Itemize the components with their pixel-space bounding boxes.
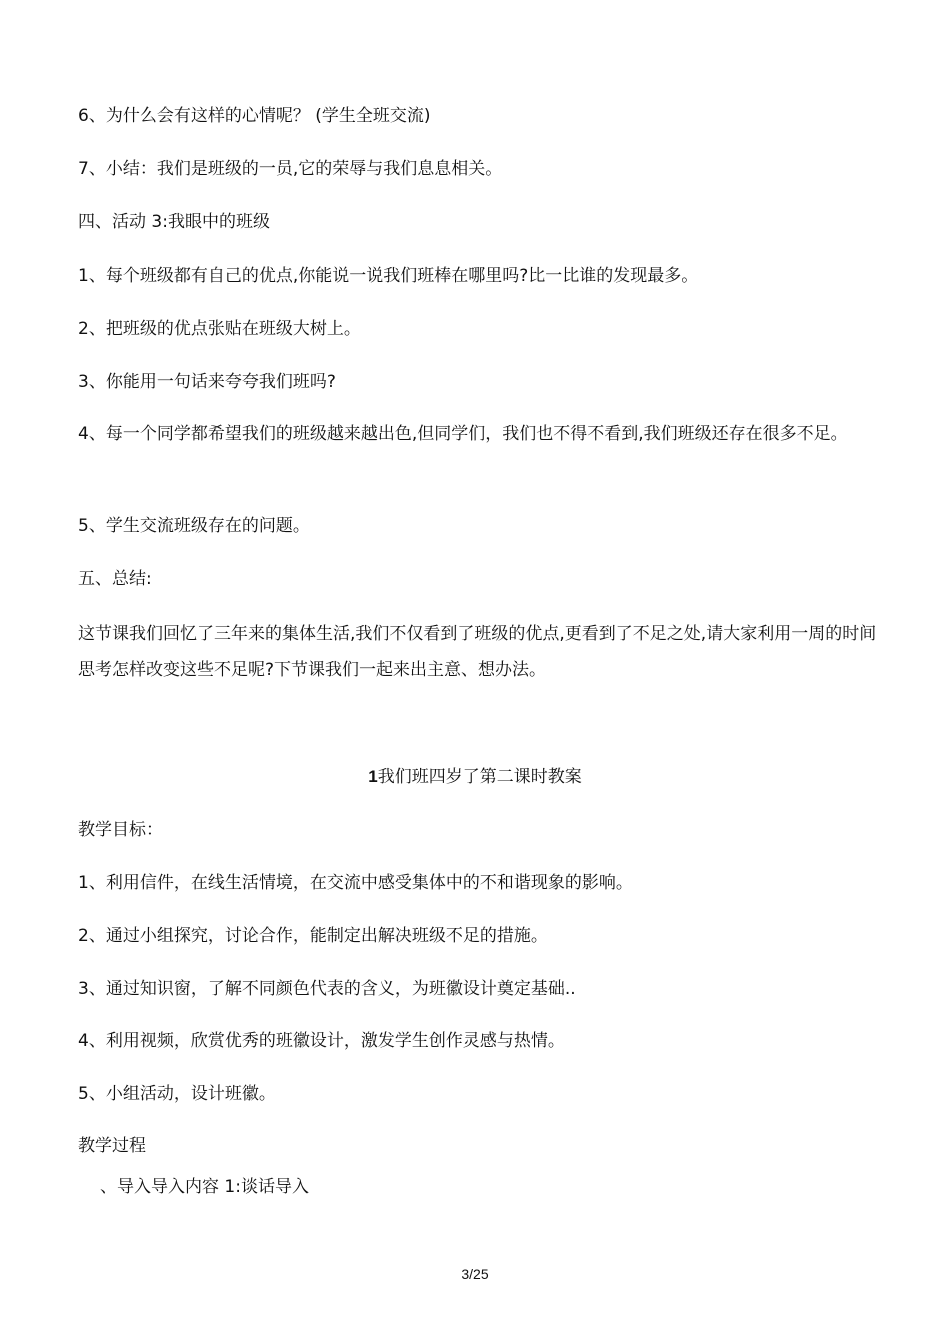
- section-heading-summary: 五、总结:: [78, 569, 152, 589]
- paragraph-item-3: 3、你能用一句话来夸夸我们班吗?: [78, 372, 336, 392]
- paragraph-summary-7: 7、小结：我们是班级的一员,它的荣辱与我们息息相关。: [78, 159, 503, 179]
- goal-item-4: 4、利用视频，欣赏优秀的班徽设计，激发学生创作灵感与热情。: [78, 1031, 565, 1051]
- paragraph-item-6: 6、为什么会有这样的心情呢？ (学生全班交流): [78, 106, 431, 126]
- goal-item-2: 2、通过小组探究，讨论合作，能制定出解决班级不足的措施。: [78, 926, 548, 946]
- section-heading-activity-3: 四、活动 3:我眼中的班级: [78, 212, 270, 232]
- process-heading: 教学过程: [78, 1136, 146, 1156]
- paragraph-item-5: 5、学生交流班级存在的问题。: [78, 516, 310, 536]
- lesson-title-text: 我们班四岁了第二课时教案: [377, 767, 582, 787]
- goal-item-5: 5、小组活动，设计班徽。: [78, 1084, 276, 1104]
- lesson-title-number: 1: [368, 767, 378, 786]
- goal-item-1: 1、利用信件，在线生活情境，在交流中感受集体中的不和谐现象的影响。: [78, 873, 633, 893]
- process-item: 、导入导入内容 1:谈话导入: [100, 1177, 309, 1197]
- page-number: 3/25: [461, 1266, 489, 1282]
- paragraph-item-2: 2、把班级的优点张贴在班级大树上。: [78, 319, 361, 339]
- goal-item-3: 3、通过知识窗，了解不同颜色代表的含义，为班徽设计奠定基础..: [78, 979, 576, 999]
- summary-paragraph: 这节课我们回忆了三年来的集体生活,我们不仅看到了班级的优点,更看到了不足之处,请大家利用一周的时间思考怎样改变这些不足呢?下节课我们一起来出主意、想办法。: [78, 624, 877, 680]
- paragraph-item-4: 4、每一个同学都希望我们的班级越来越出色,但同学们，我们也不得不看到,我们班级还存在很多不足。: [78, 424, 848, 444]
- goals-heading: 教学目标：: [78, 820, 163, 840]
- lesson-title: [0, 765, 950, 789]
- paragraph-item-1: 1、每个班级都有自己的优点,你能说一说我们班棒在哪里吗?比一比谁的发现最多。: [78, 266, 699, 286]
